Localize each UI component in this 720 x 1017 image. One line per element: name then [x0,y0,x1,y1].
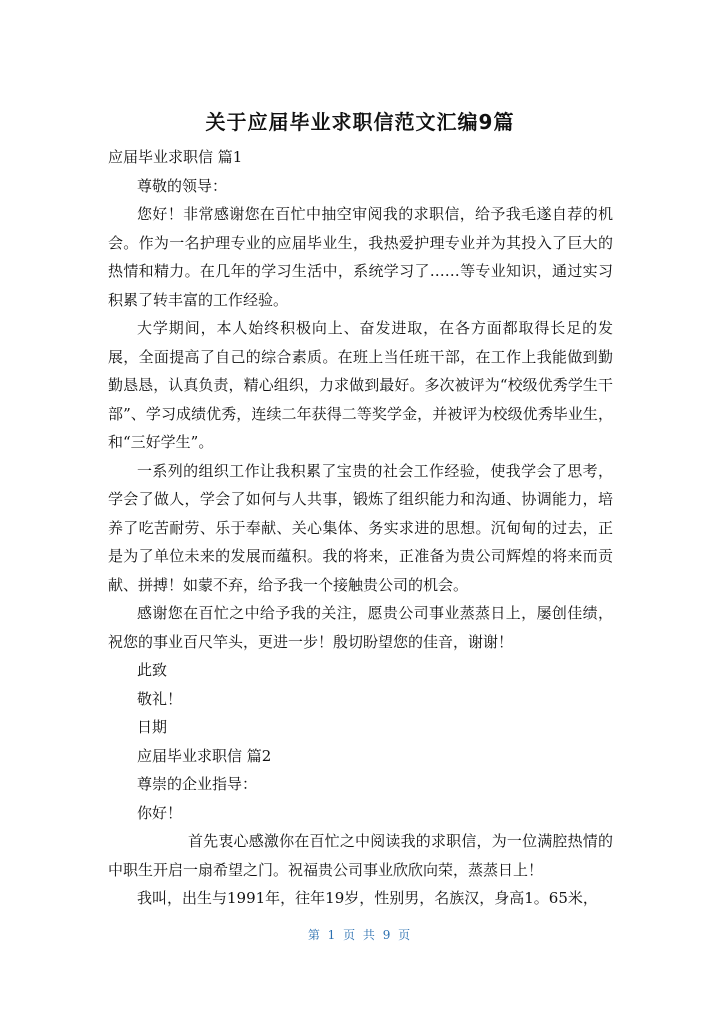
document-title: 关于应届毕业求职信范文汇编9篇 [205,110,515,134]
paragraph: 首先衷心感激你在百忙之中阅读我的求职信，为一位满腔热情的中职生开启一扇希望之门。祝福贵公司事业欣欣向荣，蒸蒸日上！ [108,832,613,879]
greeting: 你好！ [137,803,183,822]
section-heading-1: 应届毕业求职信 篇1 [108,148,243,166]
date-line: 日期 [137,718,168,736]
paragraph: 感谢您在百忙之中给予我的关注，愿贵公司事业蒸蒸日上，屡创佳绩，祝您的事业百尺竿头，更进一步！殷切盼望您的佳音，谢谢！ [108,604,613,651]
page-footer: 第 1 页 共 9 页 [307,928,413,942]
closing-line: 敬礼！ [137,689,183,708]
section-heading-2: 应届毕业求职信 篇2 [137,746,272,765]
document-body [108,143,613,913]
paragraph: 我叫，出生与1991年，往年19岁，性别男，名族汉，身高1。65米， [137,889,598,907]
salutation: 尊敬的领导： [137,176,228,195]
closing-line: 此致 [137,661,168,679]
paragraph: 一系列的组织工作让我积累了宝贵的社会工作经验，使我学会了思考，学会了做人，学会了如何与人共事，锻炼了组织能力和沟通、协调能力，培养了吃苦耐劳、乐于奉献、关心集体、务实求进的思想。沉甸甸的过去，正是为了单位未来的发展而蕴积。我的将来，正准备为贵公司辉煌的将来而贡献、拼搏！如蒙不弃，给予我一个接触贵公司的机会。 [108,461,613,594]
salutation: 尊崇的企业指导： [137,775,258,793]
paragraph: 大学期间，本人始终积极向上、奋发进取，在各方面都取得长足的发展，全面提高了自己的综合素质。在班上当任班干部，在工作上我能做到勤勤恳恳，认真负责，精心组织，力求做到最好。多次被评为“校级优秀学生干部”、学习成绩优秀，连续二年获得二等奖学金，并被评为校级优秀毕业生，和“三好学生”。 [108,319,613,451]
paragraph: 您好！非常感谢您在百忙中抽空审阅我的求职信，给予我毛遂自荐的机会。作为一名护理专业的应届毕业生，我热爱护理专业并为其投入了巨大的热情和精力。在几年的学习生活中，系统学习了……等专业知识，通过实习积累了转丰富的工作经验。 [108,205,613,309]
